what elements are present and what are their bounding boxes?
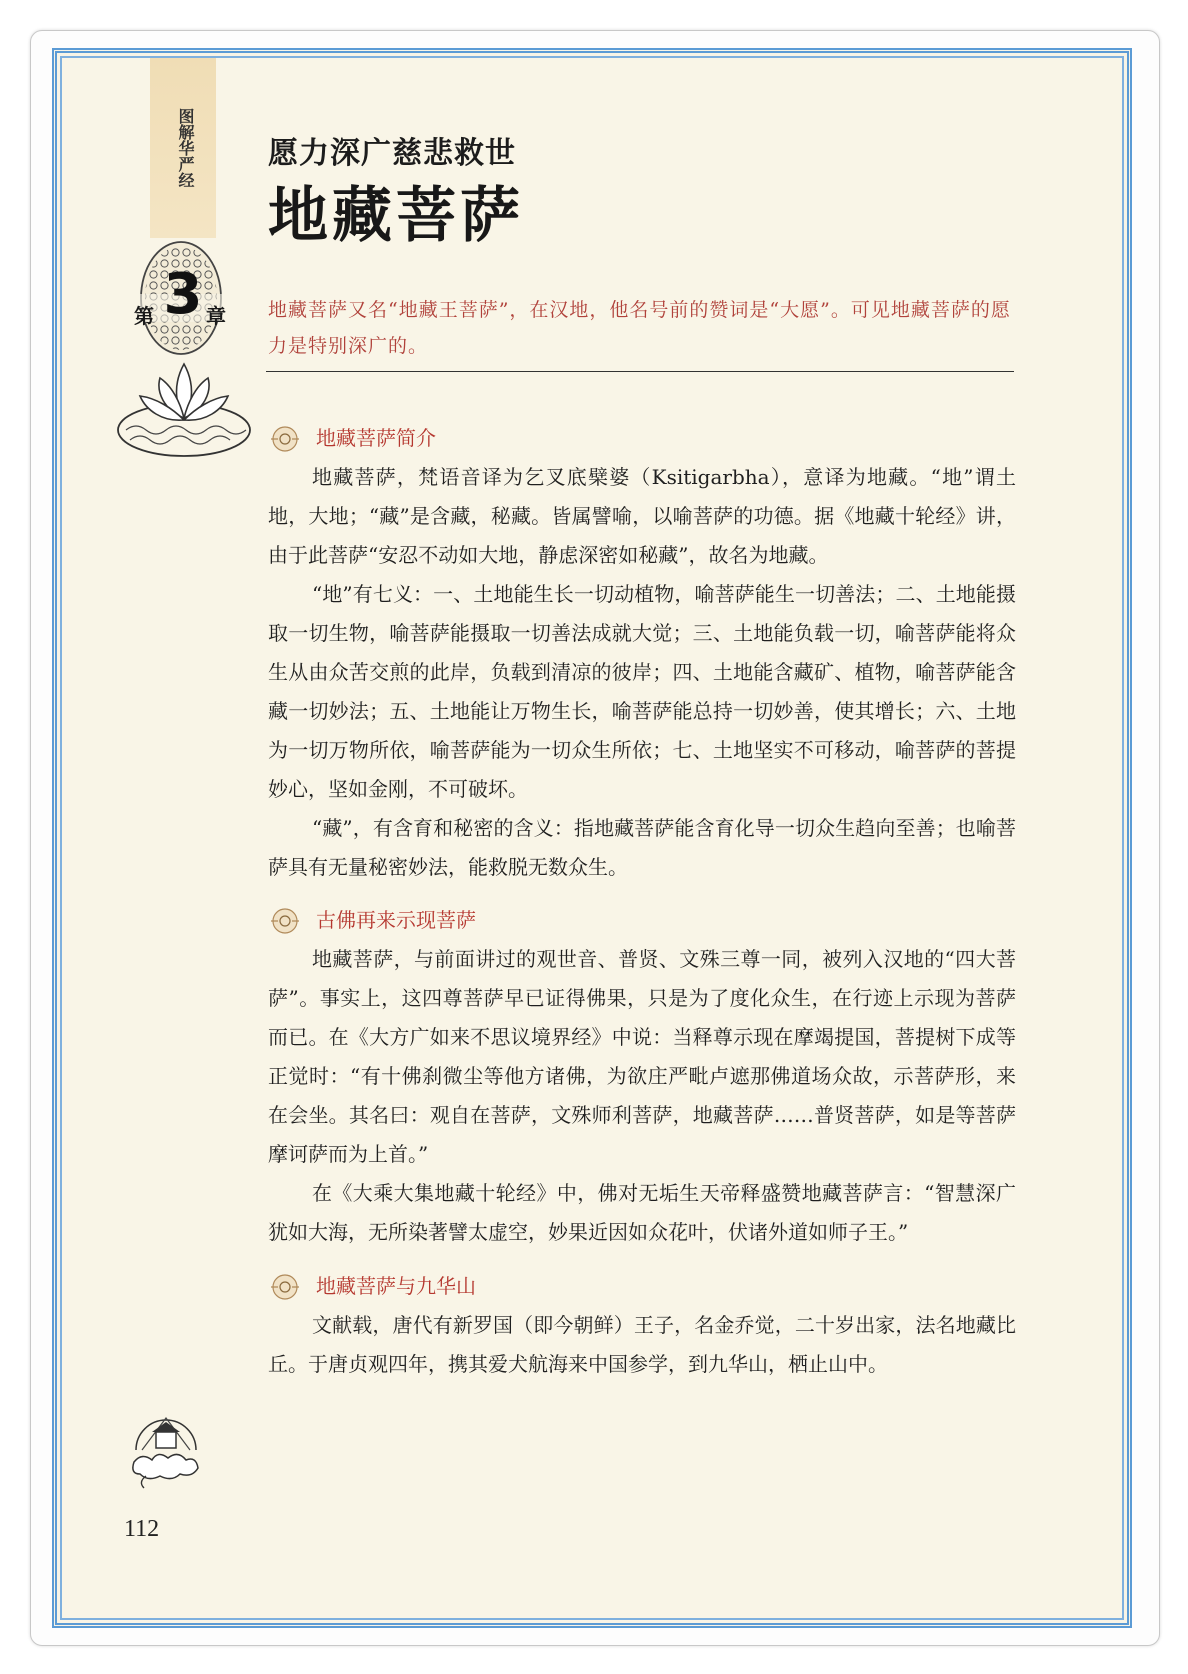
page-subtitle: 愿力深广慈悲救世 [268, 136, 516, 171]
section-ornament-icon [268, 424, 302, 454]
section-title: 地藏菩萨与九华山 [316, 1274, 476, 1298]
lotus-icon [112, 352, 256, 460]
section-ornament-icon [268, 906, 302, 936]
temple-cloud-emblem-icon [126, 1400, 206, 1490]
paragraph: 地藏菩萨，梵语音译为乞叉底檗婆（Ksitigarbha），意译为地藏。“地”谓土地，大地；“藏”是含藏，秘藏。皆属譬喻，以喻菩萨的功德。据《地藏十轮经》讲，由于此菩萨“安忍不动如大地，静虑深密如秘藏”，故名为地藏。 [268, 465, 1016, 567]
page-title: 地藏菩萨 [268, 181, 524, 251]
section-title: 地藏菩萨简介 [316, 426, 436, 450]
paragraph: 文献载，唐代有新罗国（即今朝鲜）王子，名金乔觉，二十岁出家，法名地藏比丘。于唐贞观四年，携其爱犬航海来中国参学，到九华山，栖止山中。 [268, 1313, 1016, 1376]
paragraph: 在《大乘大集地藏十轮经》中，佛对无垢生天帝释盛赞地藏菩萨言：“智慧深广犹如大海，无所染著譬太虚空，妙果近因如众花叶，伏诸外道如师子王。” [268, 1181, 1016, 1244]
paragraph: “地”有七义：一、土地能生长一切动植物，喻菩萨能生一切善法；二、土地能摄取一切生物，喻菩萨能摄取一切善法成就大觉；三、土地能负载一切，喻菩萨能将众生从由众苦交煎的此岸，负载到清凉的彼岸；四、土地能含藏矿、植物，喻菩萨能含藏一切妙法；五、土地能让万物生长，喻菩萨能总持一切妙善，使其增长；六、土地为一切万物所依，喻菩萨能为一切众生所依；七、土地坚实不可移动，喻菩萨的菩提妙心，坚如金刚，不可破坏。 [268, 582, 1016, 801]
chapter-prefix: 第 [134, 304, 154, 328]
book-title: 图解华严经 [176, 108, 195, 188]
page-number: 112 [124, 1516, 160, 1542]
chapter-suffix: 章 [206, 304, 226, 328]
header-divider [266, 371, 1014, 372]
paragraph: “藏”，有含育和秘密的含义：指地藏菩萨能含育化导一切众生趋向至善；也喻菩萨具有无量秘密妙法，能救脱无数众生。 [268, 816, 1016, 879]
section-title: 古佛再来示现菩萨 [316, 908, 476, 932]
chapter-number: 3 [163, 262, 203, 327]
intro-paragraph: 地藏菩萨又名“地藏王菩萨”，在汉地，他名号前的赞词是“大愿”。可见地藏菩萨的愿力是特别深广的。 [268, 299, 1011, 357]
paragraph: 地藏菩萨，与前面讲过的观世音、普贤、文殊三尊一同，被列入汉地的“四大菩萨”。事实上，这四尊菩萨早已证得佛果，只是为了度化众生，在行迹上示现为菩萨而已。在《大方广如来不思议境界经》中说：当释尊示现在摩竭提国，菩提树下成等正觉时：“有十佛刹微尘等他方诸佛，为欲庄严毗卢遮那佛道场众故，示菩萨形，来在会坐。其名曰：观自在菩萨，文殊师利菩萨，地藏菩萨……普贤菩萨，如是等菩萨摩诃萨而为上首。” [268, 947, 1016, 1166]
section-ornament-icon [268, 1272, 302, 1302]
